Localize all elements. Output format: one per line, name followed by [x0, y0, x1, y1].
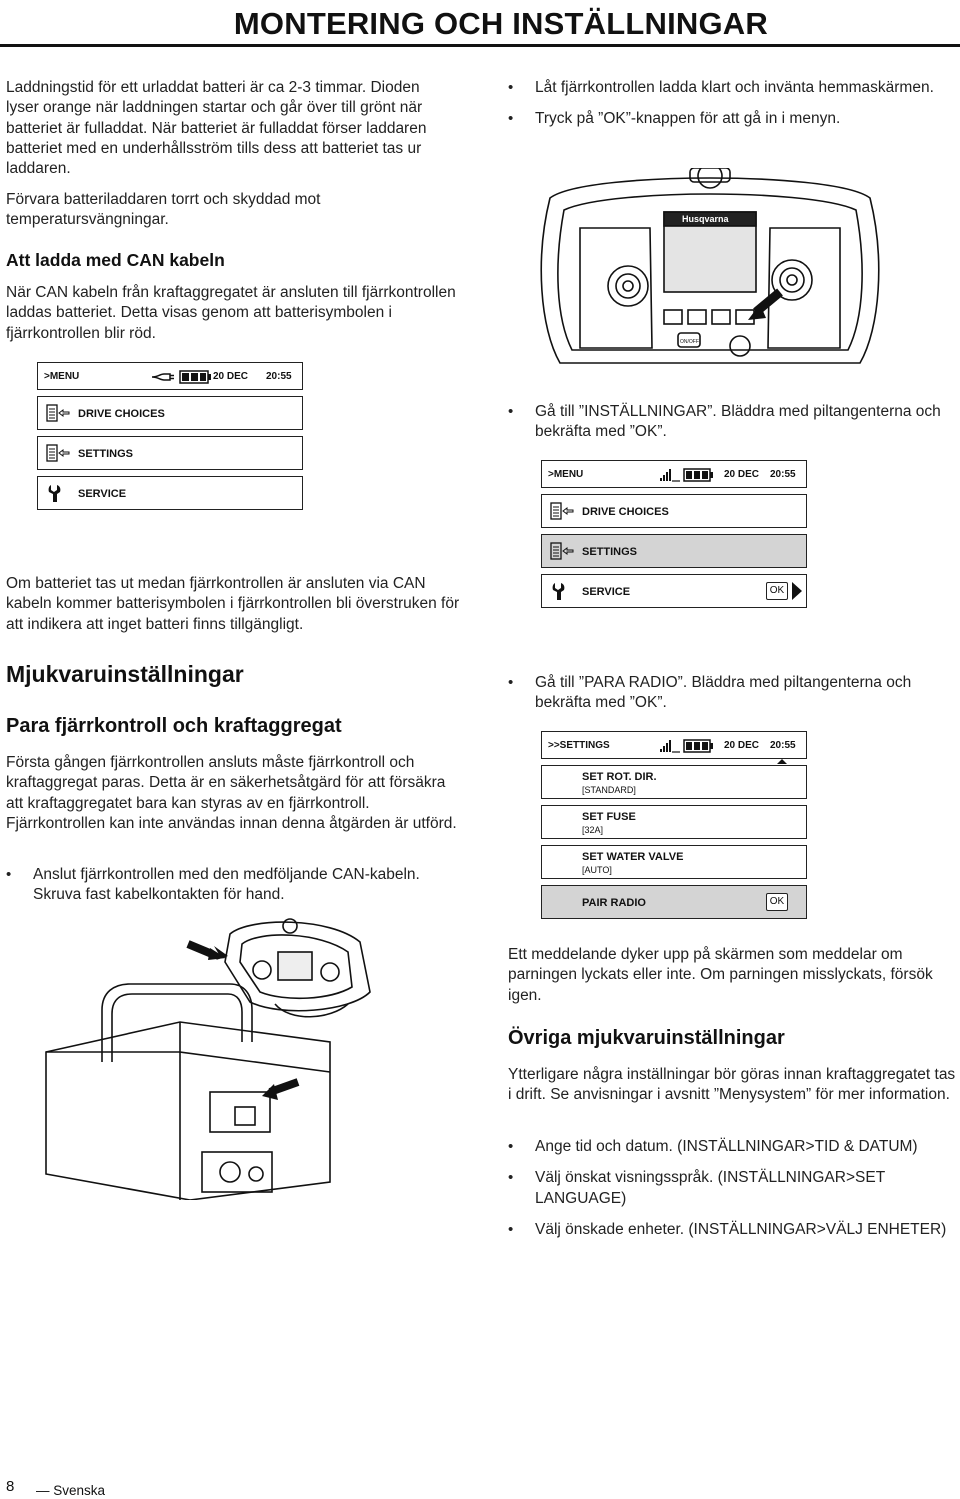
- display-screen-menu-charging: [37, 362, 303, 510]
- bullet-set-language: • Välj önskat visningsspråk. (INSTÄLLNINGAR>SET LANGUAGE): [508, 1168, 953, 1209]
- screen-header: [541, 731, 807, 759]
- para-storage: Förvara batteriladdaren torrt och skyddad mot temperatursvängningar.: [6, 191, 321, 229]
- signal-battery-icon: [658, 737, 718, 755]
- screen-date: 20 DEC: [724, 740, 760, 751]
- display-screen-menu-settings: [541, 460, 807, 608]
- bullet-list-settings: [508, 402, 948, 454]
- menu-item-service: [37, 476, 303, 510]
- menu-item-drive-choices: [541, 494, 807, 528]
- settings-item-label: SET WATER VALVE: [582, 851, 684, 863]
- page-title: MONTERING OCH INSTÄLLNINGAR: [233, 6, 768, 41]
- right-arrow-icon: [792, 582, 802, 600]
- bullet-list-top: [508, 78, 948, 141]
- page-number: 8: [6, 1478, 15, 1495]
- remote-brand-text: Husqvarna: [682, 214, 729, 224]
- menu-item-drive-choices: [37, 396, 303, 430]
- bullet-list-connect: [6, 865, 461, 917]
- bullet-goto-settings: • Gå till ”INSTÄLLNINGAR”. Bläddra med piltangenterna och bekräfta med ”OK”.: [508, 402, 948, 443]
- settings-item-fuse: [541, 805, 807, 839]
- bullet-goto-pair-radio: • Gå till ”PARA RADIO”. Bläddra med piltangenterna och bekräfta med ”OK”.: [508, 673, 948, 714]
- menu-item-label: SERVICE: [78, 488, 127, 500]
- screen-header: [37, 362, 303, 390]
- list-arrow-icon: [45, 443, 71, 463]
- list-arrow-icon: [45, 403, 71, 423]
- bullet-connect-cable: • Anslut fjärrkontrollen med den medföljande CAN-kabeln. Skruva fast kabelkontakten för hand.: [6, 865, 461, 906]
- ok-badge: OK: [766, 582, 788, 600]
- settings-item-rot-dir: [541, 765, 807, 799]
- list-arrow-icon: [549, 541, 575, 561]
- wrench-icon: [549, 581, 575, 601]
- settings-item-value: [32A]: [582, 825, 604, 835]
- settings-item-value: [STANDARD]: [582, 785, 636, 795]
- settings-item-label: SET FUSE: [582, 811, 636, 823]
- menu-item-label: SETTINGS: [582, 546, 638, 558]
- heading-software-settings: Mjukvaruinställningar: [6, 661, 244, 687]
- screen-date: 20 DEC: [213, 371, 249, 382]
- settings-item-pair-radio-selected: [541, 885, 807, 919]
- remote-onoff-text: ON/OFF: [680, 339, 699, 345]
- menu-item-label: DRIVE CHOICES: [78, 408, 165, 420]
- menu-item-label: DRIVE CHOICES: [582, 506, 669, 518]
- menu-item-settings: [37, 436, 303, 470]
- screen-header: [541, 460, 807, 488]
- bullet-list-bottom: [508, 1137, 953, 1251]
- settings-item-value: [AUTO]: [582, 865, 612, 875]
- screen-date: 20 DEC: [724, 469, 760, 480]
- para-pairing-message: Ett meddelande dyker upp på skärmen som meddelar om parningen lyckats eller inte. Om parningen misslyckats, försök igen.: [508, 946, 933, 1004]
- para-can-charging: När CAN kabeln från kraftaggregatet är ansluten till fjärrkontrollen laddas batteriet. Detta visas genom att batterisymbolen i fjärrkontrollen blir röd.: [6, 284, 456, 342]
- settings-item-water-valve: [541, 845, 807, 879]
- bullet-charge-remote: • Låt fjärrkontrollen ladda klart och invänta hemmaskärmen.: [508, 78, 948, 98]
- list-arrow-icon: [549, 501, 575, 521]
- heading-can-charging: Att ladda med CAN kabeln: [6, 250, 225, 270]
- settings-item-label: SET ROT. DIR.: [582, 771, 657, 783]
- bullet-set-time-date: • Ange tid och datum. (INSTÄLLNINGAR>TID & DATUM): [508, 1137, 953, 1157]
- remote-control-illustration: [530, 168, 890, 374]
- screen-menu-label: >>SETTINGS: [548, 740, 610, 751]
- screen-time: 20:55: [266, 371, 292, 382]
- settings-item-label: PAIR RADIO: [582, 897, 646, 909]
- menu-item-settings-selected: [541, 534, 807, 568]
- heading-other-settings: Övriga mjukvaruinställningar: [508, 1027, 785, 1049]
- menu-item-label: SERVICE: [582, 586, 631, 598]
- footer-language: — Svenska: [36, 1483, 106, 1498]
- para-charging-time: Laddningstid för ett urladdat batteri är ca 2-3 timmar. Dioden lyser orange när laddningen startar och går över till grönt när batteriet är fulladdat. När batteriet är fulladdat förser laddaren batteriet med en underhållsström tills dess att batteriet tas ur laddaren.: [6, 79, 427, 178]
- heading-pair-remote: Para fjärrkontroll och kraftaggregat: [6, 715, 342, 737]
- signal-battery-icon: [658, 466, 718, 484]
- screen-menu-label: >MENU: [44, 371, 80, 382]
- display-screen-settings-list: [541, 731, 807, 919]
- para-pairing-info: Första gången fjärrkontrollen ansluts måste fjärrkontroll och kraftaggregat paras. Detta är en säkerhetsåtgärd för att försäkra att kraftaggregatet bara kan styras av en fjärrkontroll. Fjärrkontrollen kan inte användas innan denna åtgärden är utförd.: [6, 754, 457, 832]
- bullet-list-radio: [508, 673, 948, 725]
- screen-menu-label: >MENU: [548, 469, 584, 480]
- para-battery-removed: Om batteriet tas ut medan fjärrkontrollen är ansluten via CAN kabeln kommer batterisymbolen i fjärrkontrollen bli överstruken för att indikera att inget batteri finns tillgängligt.: [6, 575, 460, 633]
- ok-badge: OK: [766, 893, 788, 911]
- menu-item-service: [541, 574, 807, 608]
- screen-time: 20:55: [770, 469, 796, 480]
- power-unit-with-remote-illustration: [30, 912, 430, 1200]
- menu-item-label: SETTINGS: [78, 448, 134, 460]
- screen-time: 20:55: [770, 740, 796, 751]
- wrench-icon: [45, 483, 71, 503]
- title-rule: [0, 44, 960, 47]
- bullet-set-units: • Välj önskade enheter. (INSTÄLLNINGAR>VÄLJ ENHETER): [508, 1220, 953, 1240]
- para-other-settings: Ytterligare några inställningar bör göras innan kraftaggregatet tas i drift. Se anvisningar i avsnitt ”Menysystem” för mer information.: [508, 1066, 956, 1104]
- bullet-press-ok: • Tryck på ”OK”-knappen för att gå in i menyn.: [508, 109, 948, 129]
- scroll-up-icon: [777, 759, 787, 764]
